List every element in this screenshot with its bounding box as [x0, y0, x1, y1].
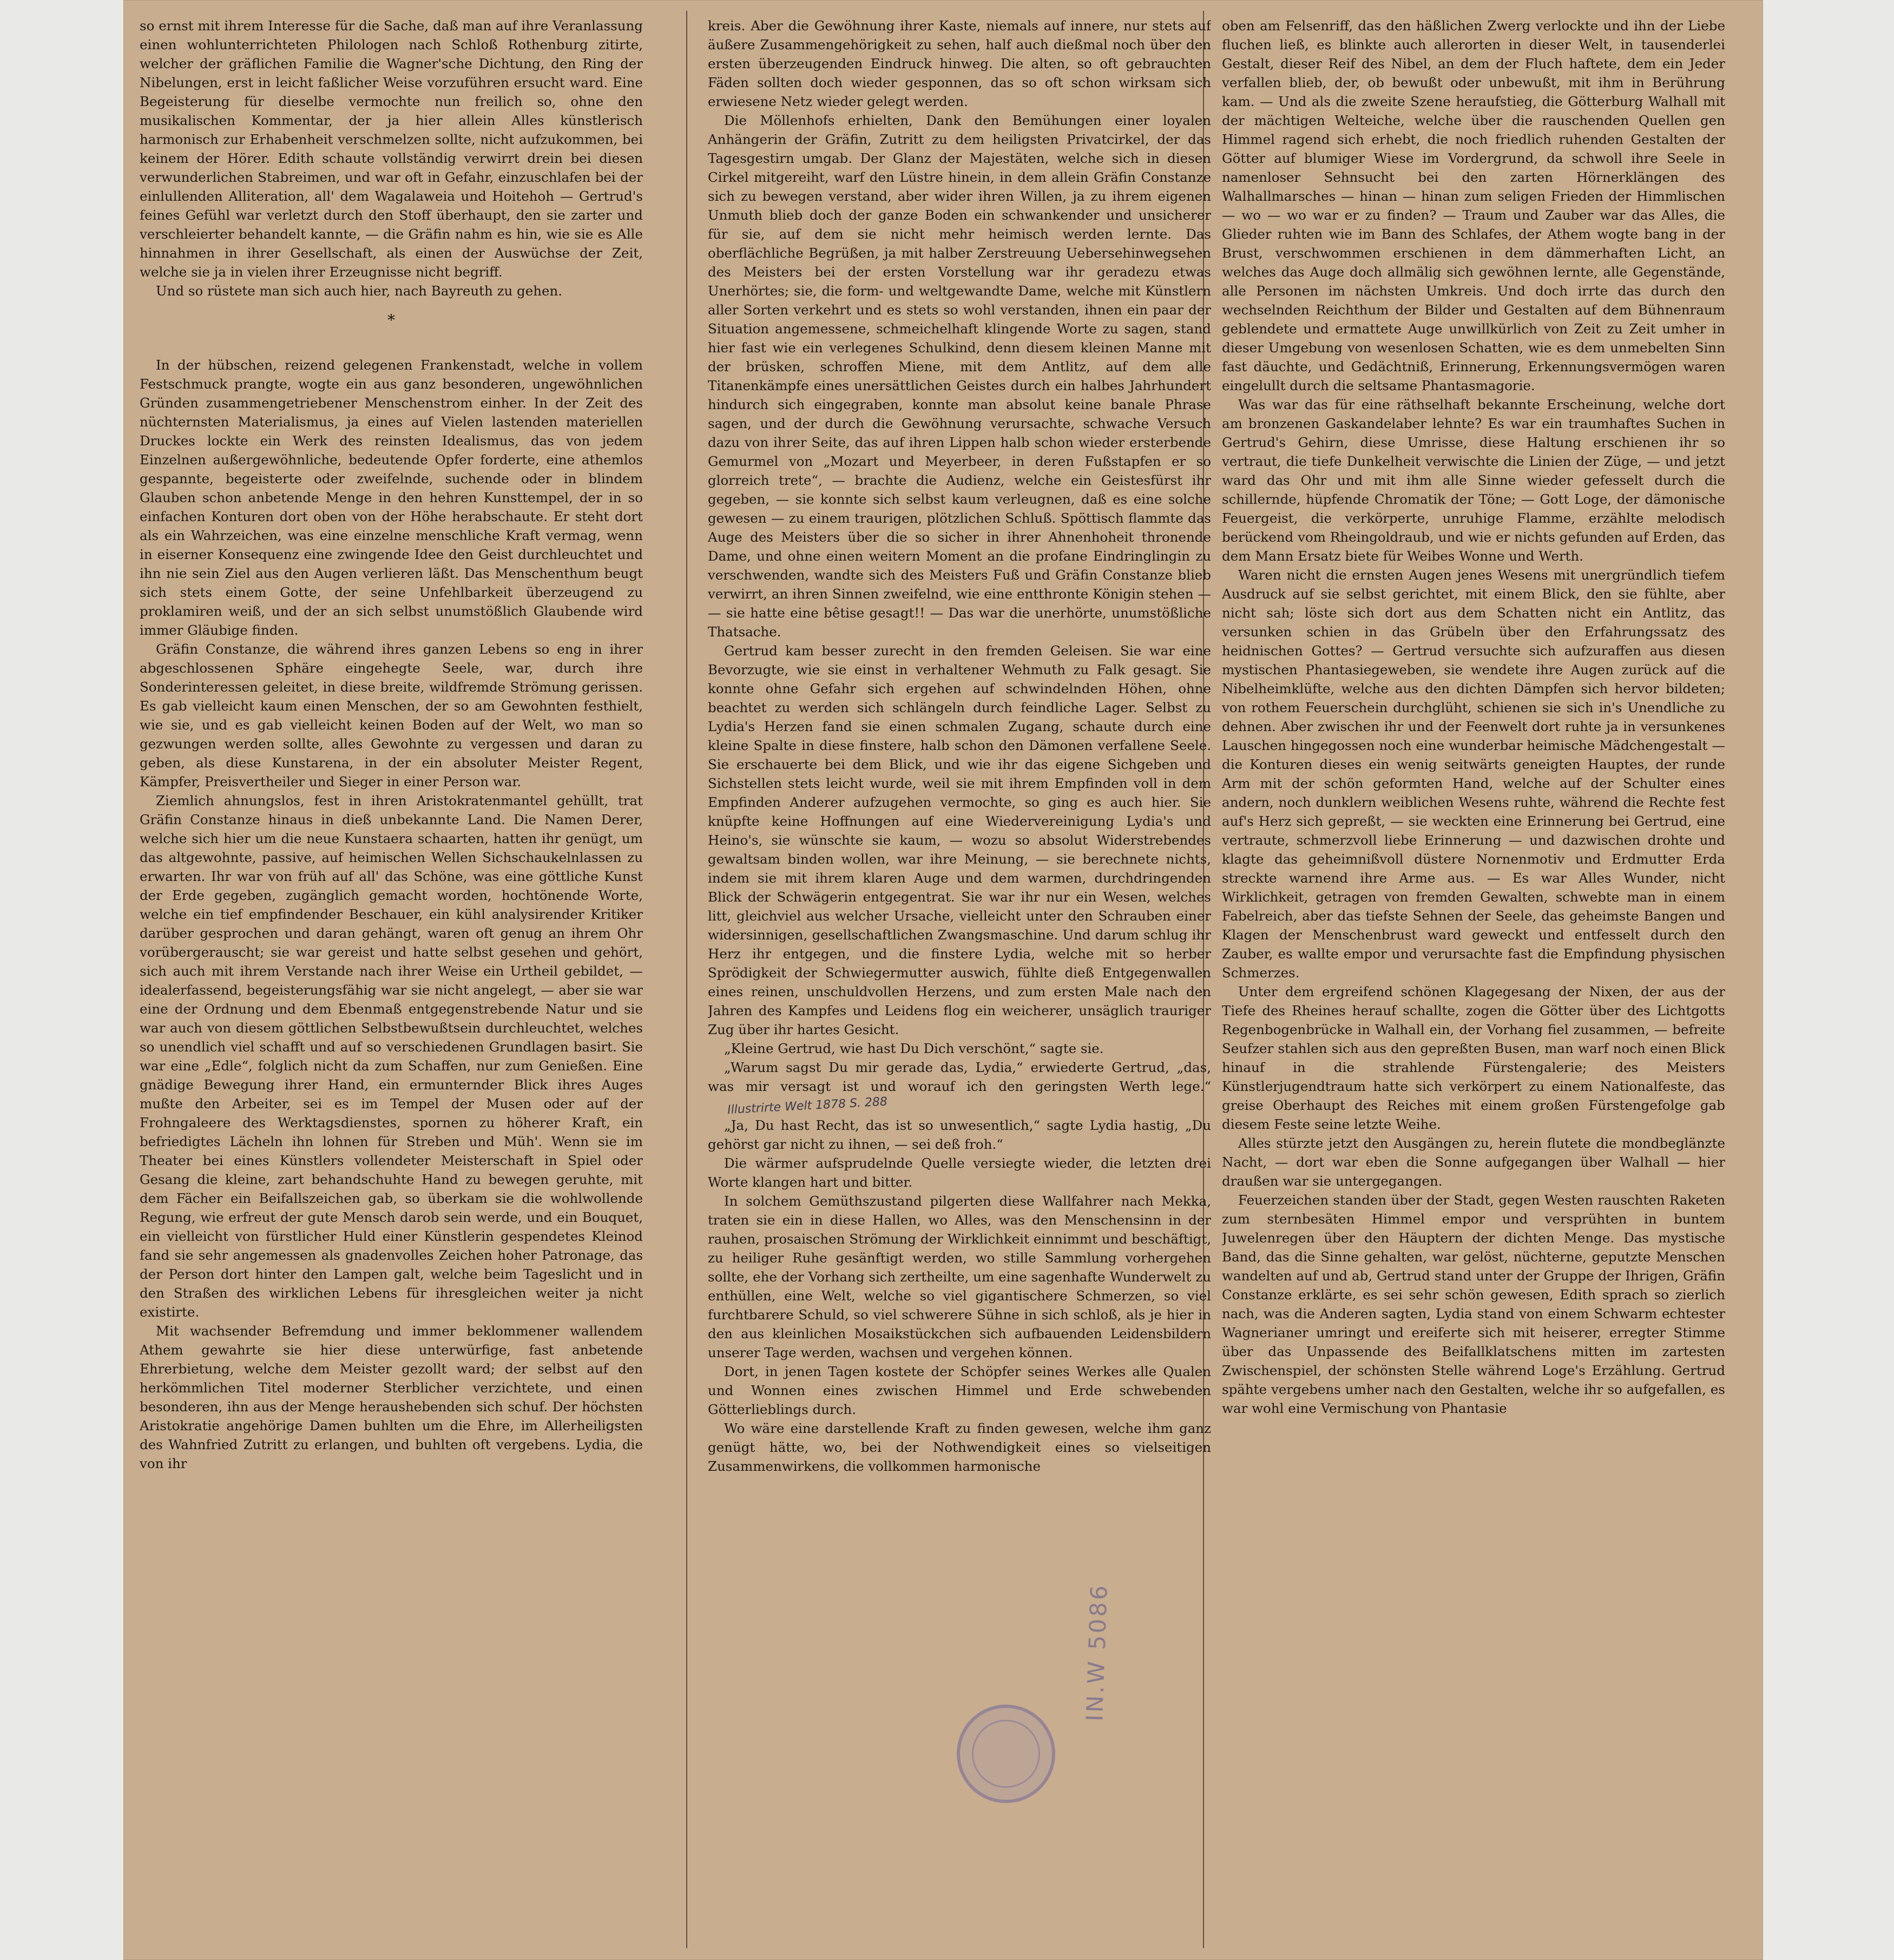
- paragraph: „Ja, Du hast Recht, das ist so unwesentlich,“ sagte Lydia hastig, „Du gehörst gar nicht zu ihnen, — sei deß froh.“: [708, 1117, 1211, 1152]
- paragraph: Unter dem ergreifend schönen Klagegesang der Nixen, der aus der Tiefe des Rheines herauf schallte, zogen die Götter über des Lichtgotts Regenbogenbrücke in Walhall ein, der Vorhang fiel zusammen, — befreite Seufzer stahlen sich aus den gepreßten Busen, man warf noch einen Blick hinauf in die strahlende Fürstengalerie; des Meisters Künstlerjugendtraum hatte sich verkörpert zu einem Nationalfeste, das greise Oberhaupt des Reiches mit einem großen Fürstengefolge gab diesem Feste seine letzte Weihe.: [1222, 984, 1725, 1132]
- paragraph: Und so rüstete man sich auch hier, nach Bayreuth zu gehen.: [156, 283, 563, 299]
- text-column-1: [140, 16, 643, 1943]
- paragraph: oben am Felsenriff, das den häßlichen Zwerg verlockte und ihn der Liebe fluchen ließ, es blinkte auch allerorten in dieser Welt, in tausenderlei Gestalt, dieser Reif des Nibel, an dem der Fluch haftete, dem ein Jeder verfallen blieb, der, ob bewußt oder unbewußt, mit ihm in Berührung kam. — Und als die zweite Szene heraufstieg, die Götterburg Walhall mit der mächtigen Welteiche, welche über die rauschenden Quellen gen Himmel ragend sich erhebt, die noch friedlich ruhenden Gestalten der Götter auf blumiger Wiese im Vordergrund, da schwoll ihre Seele in namenloser Sehnsucht bei den zarten Hörnerklängen des Walhallmarsches — hinan — hinan zum seligen Frieden der Himmlischen — wo — wo war er zu finden? — Traum und Zauber war das Alles, die Glieder ruhten wie im Bann des Schlafes, der Athem wogte bang in der Brust, verschwommen erschienen in dem dämmerhaften Licht, an welches das Auge doch allmälig sich gewöhnen lernte, alle Gegenstände, alle Personen im nächsten Umkreis. Und doch irrte das durch den wechselnden Reichthum der Bilder und Gestalten auf dem Bühnenraum geblendete und ermattete Auge unwillkürlich von Zeit zu Zeit umher in dieser Umgebung von wesenlosen Schatten, wie es dem unmebelten Sinn fast däuchte, und Gedächtniß, Erinnerung, Erkennungsvermögen waren eingelullt durch die seltsame Phantasmagorie.: [1222, 18, 1725, 393]
- paragraph: Feuerzeichen standen über der Stadt, gegen Westen rauschten Raketen zum sternbesäten Himmel empor und versprühten in buntem Juwelenregen über den Häuptern der dichten Menge. Das mystische Band, das die Sinne gehalten, war gelöst, nüchterne, geputzte Menschen wandelten auf und ab, Gertrud stand unter der Gruppe der Ihrigen, Gräfin Constanze erklärte, es sei sehr schön gewesen, Edith sprach so zierlich nach, was die Anderen sagten, Lydia stand von einem Schwarm echtester Wagnerianer umringt und ereiferte sich mit heiserer, erregter Stimme über das Unpassende des Beifallklatschens mitten im zartesten Zwischenspiel, der schönsten Stelle während Loge's Erzählung. Gertrud spähte vergebens umher nach den Gestalten, welche ihr so aufgefallen, es war wohl eine Vermischung von Phantasie: [1222, 1192, 1725, 1416]
- column-rule: [686, 11, 687, 1948]
- paragraph: In der hübschen, reizend gelegenen Frankenstadt, welche in vollem Festschmuck prangte, wogte ein aus ganz besonderen, ungewöhnlichen Gründen zusammengetriebener Menschenstrom einher. In der Zeit des nüchternsten Materialismus, ja eines auf Vielen lastenden materiellen Druckes lockte ein Werk des reinsten Idealismus, das von jedem Einzelnen außergewöhnliche, bedeutende Opfer forderte, eine athemlos gespannte, begeisterte oder zweifelnde, suchende oder in blindem Glauben schon anbetende Menge in den hehren Kunsttempel, der in so einfachen Konturen dort oben von der Höhe herabschaute. Er steht dort als ein Wahrzeichen, was eine einzelne menschliche Kraft vermag, wenn in eiserner Konsequenz eine zwingende Idee den Geist durchleuchtet und ihn nie sein Ziel aus den Augen verlieren läßt. Das Menschenthum beugt sich stets einem Gotte, der seine Unfehlbarkeit überzeugend zu proklamiren weiß, und der an sich selbst unumstößlich Glaubende wird immer Gläubige finden.: [140, 357, 643, 638]
- library-stamp: [957, 1705, 1055, 1803]
- paragraph: Gräfin Constanze, die während ihres ganzen Lebens so eng in ihrer abgeschlossenen Sphäre eingehegte Seele, war, durch ihre Sonderinteressen geleitet, in diese breite, wildfremde Strömung gerissen. Es gab vielleicht kaum einen Menschen, der so am Gewohnten festhielt, wie sie, und es gab vielleicht keinen Boden auf der Welt, wo man so gezwungen werden sollte, alles Gewohnte zu vergessen und daran zu geben, als diese Kunstarena, in der ein absoluter Meister Regent, Kämpfer, Preisvertheiler und Sieger in einer Person war.: [140, 641, 643, 790]
- paragraph: kreis. Aber die Gewöhnung ihrer Kaste, niemals auf innere, nur stets auf äußere Zusammengehörigkeit zu sehen, half auch dießmal noch über den ersten überzeugenden Eindruck hinweg. Die alten, so oft gebrauchten Fäden sollten doch wieder gesponnen, das so oft schon wirksam sich erwiesene Netz wieder gelegt werden.: [708, 18, 1211, 109]
- paragraph: [708, 1058, 1211, 1116]
- paragraph: Alles stürzte jetzt den Ausgängen zu, herein flutete die mondbeglänzte Nacht, — dort war eben die Sonne aufgegangen über Walhall — hier draußen war sie untergegangen.: [1222, 1135, 1725, 1189]
- paragraph: Die wärmer aufsprudelnde Quelle versiegte wieder, die letzten drei Worte klangen hart und bitter.: [708, 1155, 1211, 1190]
- paragraph: Was war das für eine räthselhaft bekannte Erscheinung, welche dort am bronzenen Gaskandelaber lehnte? Es war ein traumhaftes Suchen in Gertrud's Gehirn, diese Umrisse, diese Haltung erschienen ihr so vertraut, die tiefe Dunkelheit verwischte die Linien der Züge, — und jetzt ward das Ohr und mit ihm alle Sinne wieder gefesselt durch die schillernde, hüpfende Chromatik der Töne; — Gott Loge, der dämonische Feuergeist, die verkörperte, unruhige Flamme, erzählte melodisch berückend vom Rheingoldraub, und wie er nichts gefunden auf Erden, das dem Mann Ersatz biete für Weibes Wonne und Werth.: [1222, 397, 1725, 564]
- paragraph: Waren nicht die ernsten Augen jenes Wesens mit unergründlich tiefem Ausdruck auf sie selbst gerichtet, mit einem Blick, den sie fühlte, aber nicht sah; löste sich dort aus dem Schatten nicht ein Antlitz, das versunken schien in das Grübeln über den Erfahrungssatz des heidnischen Gottes? — Gertrud versuchte sich aufzuraffen aus diesen mystischen Phantasiegeweben, sie wendete ihre Augen zurück auf die Nibelheimklüfte, welche aus den dichten Dämpfen sich hervor bildeten; von rothem Feuerschein durchglüht, schienen sie sich in's Unendliche zu dehnen. Aber zwischen ihr und der Feenwelt dort ruhte ja in versunkenes Lauschen hingegossen noch eine wunderbar heimische Mädchengestalt — die Konturen dieses ein wenig seitwärts geneigten Hauptes, der runde Arm mit der schön geformten Hand, welche auf der Schulter eines andern, noch dunklern weiblichen Wesens ruhte, während die Rechte fest auf's Herz sich gepreßt, — sie weckten eine Erinnerung bei Gertrud, eine vertraute, schmerzvoll liebe Erinnerung — und dazwischen drohte und klagte das geheimnißvoll düstere Nornenmotiv und Erdmutter Erda streckte warnend ihre Arme aus. — Es war Alles Wunder, nicht Wirklichkeit, getragen von fremden Gewalten, schwebte man in einem Fabelreich, aber das tiefste Sehnen der Seele, das geheimste Bangen und Klagen der Menschenbrust ward geweckt und entfesselt durch den Zauber, es wallte empor und verursachte fast die Empfindung physischen Schmerzes.: [1222, 567, 1725, 981]
- text-column-3: [1222, 16, 1725, 1943]
- paragraph: so ernst mit ihrem Interesse für die Sache, daß man auf ihre Veranlassung einen wohlunterrichteten Philologen nach Schloß Rothenburg zitirte, welcher der gräflichen Familie die Wagner'sche Dichtung, den Ring der Nibelungen, erst in leicht faßlicher Weise vorzuführen ersucht ward. Eine Begeisterung für dieselbe vermochte nun freilich so, ohne den musikalischen Kommentar, der ja hier allein Alles künstlerisch harmonisch zur Erhabenheit verschmelzen sollte, nicht aufzukommen, bei keinem der Hörer. Edith schaute vollständig verwirrt drein bei diesen verwunderlichen Stabreimen, und war oft in Gefahr, einzuschlafen bei der einlullenden Alliteration, all' dem Wagalaweia und Hoitehoh — Gertrud's feines Gefühl war verletzt durch den Stoff überhaupt, den sie zarter und verschleierter behandelt kannte, — die Gräfin nahm es hin, wie sie es Alle hinnahmen in ihrer Gesellschaft, als einen der Auswüchse der Zeit, welche sie ja in vielen ihrer Erzeugnisse nicht begriff.: [140, 18, 643, 280]
- paragraph: Wo wäre eine darstellende Kraft zu finden gewesen, welche ihm ganz genügt hätte, wo, bei der Nothwendigkeit eines so vielseitigen Zusammenwirkens, die vollkommen harmonische: [708, 1420, 1211, 1474]
- paragraph-text: „Warum sagst Du mir gerade das, Lydia,“ erwiederte Gertrud, „das, was mir versagt ist und worauf ich den geringsten Werth lege.“: [708, 1060, 1211, 1094]
- paragraph: In solchem Gemüthszustand pilgerten diese Wallfahrer nach Mekka, traten sie ein in diese Hallen, wo Alles, was den Menschensinn in der rauhen, prosaischen Strömung der Wirklichkeit einnimmt und beschäftigt, zu heiliger Ruhe gesänftigt werden, wo stille Sammlung vorhergehen sollte, ehe der Vorhang sich zertheilte, um eine sagenhafte Wunderwelt zu enthüllen, eine Welt, welche so viel gigantischere Schmerzen, so viel furchtbarere Schuld, so viel schwerere Sühne in sich schloß, als je hier in den aus kleinlichen Mosaikstückchen sich aufbauenden Leidensbildern unserer Tage werden, wachsen und vergehen können.: [708, 1193, 1211, 1360]
- paragraph: „Kleine Gertrud, wie hast Du Dich verschönt,“ sagte sie.: [724, 1041, 1104, 1056]
- text-column-2: [708, 16, 1211, 1943]
- newspaper-clipping: [123, 0, 1763, 1960]
- paragraph: Die Möllenhofs erhielten, Dank den Bemühungen einer loyalen Anhängerin der Gräfin, Zutritt zu dem heiligsten Privatcirkel, der das Tagesgestirn umgab. Der Glanz der Majestäten, welche sich in diesen Cirkel mitgereiht, warf den Lüstre hinein, in dem allein Gräfin Constanze sich zu bewegen verstand, aber wider ihren Willen, ja zu ihrem eigenen Unmuth blieb doch der ganze Boden ein schwankender und unsicherer für sie, auf dem sie nicht mehr heimisch werden lernte. Das oberflächliche Begrüßen, ja mit halber Zerstreuung Uebersehinwegsehen des Meisters bei der ersten Vorstellung war ihr geradezu etwas Unerhörtes; sie, die form- und weltgewandte Dame, welche mit Künstlern aller Sorten verkehrt und es stets so wohl verstanden, ihnen ein paar der Situation angemessene, schmeichelhaft klingende Worte zu sagen, stand hier fast wie ein verlegenes Schulkind, denn diesem kleinen Manne mit der brüsken, schroffen Miene, mit dem Antlitz, auf dem alle Titanenkämpfe eines unersättlichen Geistes durch ein halbes Jahrhundert hindurch sich eingegraben, konnte man absolut keine banale Phrase sagen, und der durch die Gewöhnung verursachte, schwache Versuch dazu von ihrer Seite, das auf ihren Lippen halb schon wieder ersterbende Gemurmel von „Mozart und Meyerbeer, in deren Fußstapfen er so glorreich trete“, — brachte die Audienz, welche ein Geistesfürst ihr gegeben, — sie konnte sich selbst kaum verleugnen, daß es eine solche gewesen — zu einem traurigen, plötzlichen Schluß. Spöttisch flammte das Auge des Meisters über die so sicher in ihrer Ahnenhoheit thronende Dame, und ohne einen weitern Moment an die profane Eindringlingin zu verschwenden, wandte sich des Meisters Fuß und Gräfin Constanze blieb verwirrt, an ihren Sinnen zweifelnd, wie eine entthronte Königin stehen — — sie hatte eine bêtise gesagt!! — Das war die unerhörte, unumstößliche Thatsache.: [708, 113, 1211, 640]
- handwritten-annotation: Illustrirte Welt 1878 S. 288: [727, 1095, 888, 1117]
- paragraph: Gertrud kam besser zurecht in den fremden Geleisen. Sie war eine Bevorzugte, wie sie einst in verhaltener Wehmuth zu Falk gesagt. Sie konnte ohne Gefahr sich ergehen auf schwindelnden Höhen, ohne beachtet zu werden sich schlängeln durch feindliche Lager. Selbst zu Lydia's Herzen fand sie einen schmalen Zugang, schaute durch eine kleine Spalte in diese finstere, halb schon den Dämonen verfallene Seele. Sie erschauerte bei dem Blick, und wie ihr das eigene Sichgeben und Sichstellen stets leicht wurde, weil sie mit ihrem Empfinden voll in dem Empfinden Anderer aufzugehen vermochte, so ging es auch hier. Sie knüpfte keine Hoffnungen auf eine Wiedervereinigung Lydia's und Heino's, sie wünschte sie kaum, — wozu so absolut Widerstrebendes gewaltsam binden wollen, war ihre Meinung, — sie berechnete nichts, indem sie mit ihrem klaren Auge und dem warmen, durchdringenden Blick der Schwägerin entgegentrat. Sie war ihr nur ein Wesen, welches litt, gleichviel aus welcher Ursache, vielleicht unter den Schrauben einer widersinnigen, gesellschaftlichen Zwangsmaschine. Und darum schlug ihr Herz ihr entgegen, und die finstere Lydia, welche mit so herber Sprödigkeit der Schwiegermutter auswich, fühlte dieß Entgegenwallen eines reinen, unschuldvollen Herzens, und zum ersten Male nach den Jahren des Kampfes und Leidens flog ein weicherer, unsäglich trauriger Zug über ihr hartes Gesicht.: [708, 643, 1211, 1037]
- paragraph: Dort, in jenen Tagen kostete der Schöpfer seines Werkes alle Qualen und Wonnen eines zwischen Himmel und Erde schwebenden Götterlieblings durch.: [708, 1364, 1211, 1417]
- paragraph: Mit wachsender Befremdung und immer beklommener wallendem Athem gewahrte sie hier diese unterwürfige, fast anbetende Ehrerbietung, welche dem Meister gezollt ward; der selbst auf den herkömmlichen Titel moderner Sterblicher verzichtete, und einen besonderen, ihn aus der Menge heraushebenden sich schuf. Der höchsten Aristokratie angehörige Damen buhlten um die Ehre, im Allerheiligsten des Wahnfried Zutritt zu erlangen, und buhlten oft vergebens. Lydia, die von ihr: [140, 1323, 643, 1471]
- section-separator: *: [387, 311, 395, 329]
- inventory-mark: IN.W 5086: [1081, 1583, 1113, 1722]
- paragraph: Ziemlich ahnungslos, fest in ihren Aristokratenmantel gehüllt, trat Gräfin Constanze hinaus in dieß unbekannte Land. Die Namen Derer, welche sich hier um die neue Kunstaera schaarten, hatten ihr genügt, um das altgewohnte, passive, auf heimischen Wellen Sichschaukelnlassen zu erwarten. Ihr war von früh auf all' das Schöne, was eine göttliche Kunst der Erde gegeben, zugänglich gemacht worden, hochtönende Worte, welche ein tief empfindender Beschauer, ein kühl analysirender Kritiker darüber gesprochen und daran gehängt, waren oft genug an ihrem Ohr vorübergerauscht; sie war gereist und hatte selbst gesehen und gehört, sich auch mit ihrem Verstande nach ihrer Weise ein Urtheil gebildet, — idealerfassend, begeisterungsfähig war sie nicht angelegt, — aber sie war eine der Ordnung und dem Ebenmaß entgegenstrebende Natur und sie war auch von diesem göttlichen Selbstbewußtsein durchleuchtet, welches so unendlich viel schafft und auf so verschiedenen Grundlagen basirt. Sie war eine „Edle“, folglich nicht da zum Schaffen, nur zum Genießen. Eine gnädige Bewegung ihrer Hand, ein ermunternder Blick ihres Auges mußte den Arbeiter, sei es im Tempel der Musen oder auf der Frohngaleere des Werktagsdienstes, spornen zu höherer Kraft, ein befriedigtes Lächeln ihn lohnen für Streben und Müh'. Wenn sie im Theater bei eines Künstlers vollendeter Meisterschaft in Spiel oder Gesang die kleine, zart behandschuhte Hand zu bewegen geruhte, mit dem Fächer ein Beifallszeichen gab, so überkam sie die wohlwollende Regung, wie erfreut der gute Mensch darob sein werde, und ein Bouquet, ein vielleicht von fürstlicher Huld einer Künstlerin gespendetes Kleinod fand sie sehr angemessen als gnadenvolles Zeichen hoher Patronage, das der Person dort hinter den Lampen galt, welche beim Tageslicht und in den Straßen des wirklichen Lebens für ihresgleichen weiter ja nicht existirte.: [140, 793, 643, 1320]
